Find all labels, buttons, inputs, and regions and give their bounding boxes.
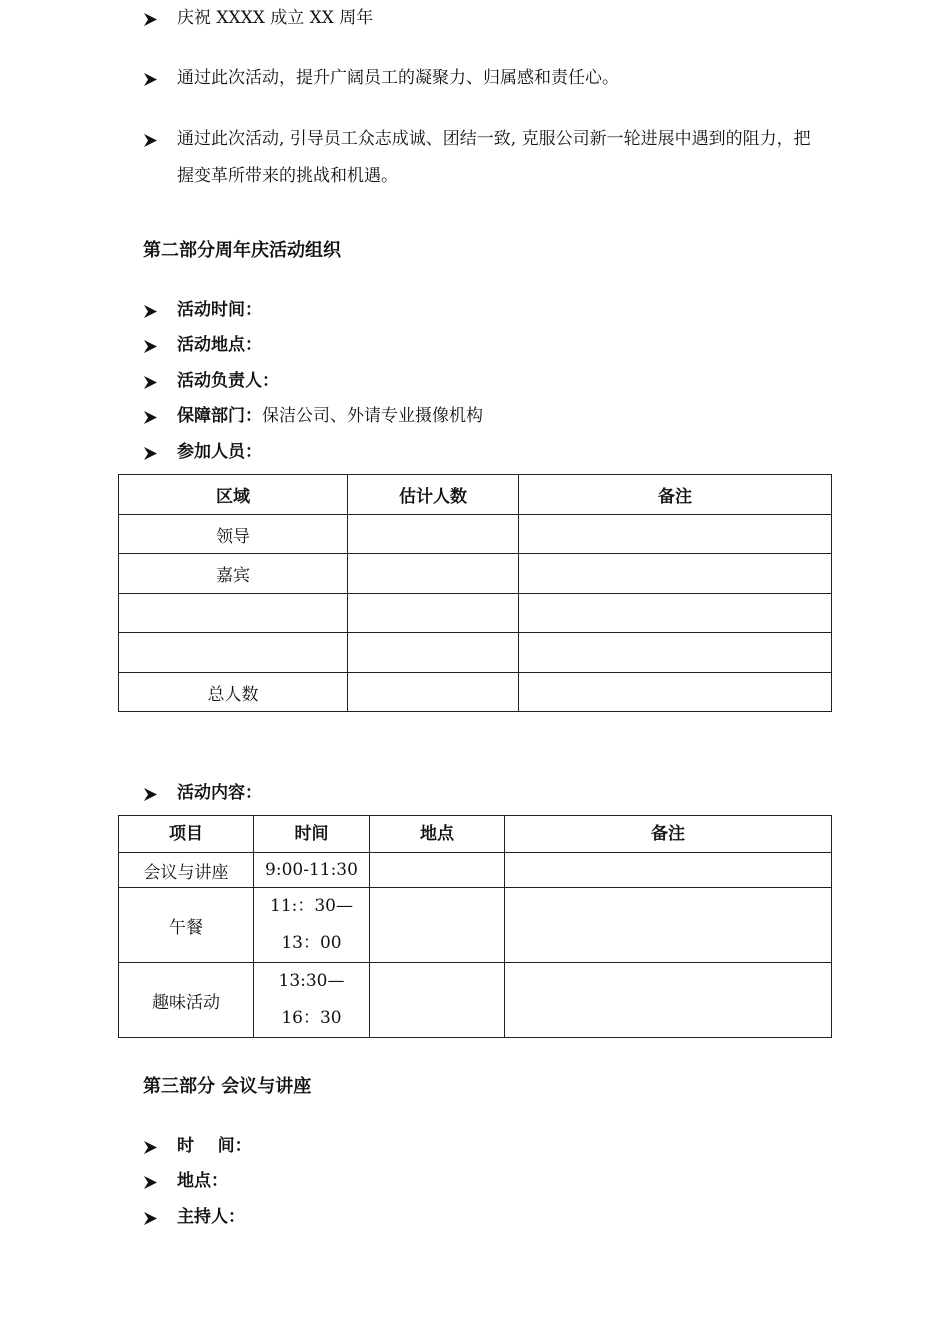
list-item [143,371,817,400]
activity-time-label: 活动时间： [177,300,262,320]
arrow-bullet-icon [143,1171,177,1193]
table-cell [505,888,832,963]
table-row [119,594,832,633]
table-cell [370,853,505,888]
arrow-bullet-icon [143,129,177,151]
table-cell [370,888,505,963]
table-cell [370,963,505,1038]
time-end: 13：00 [281,933,342,953]
table-cell [519,594,832,633]
meeting-place-label: 地点： [177,1171,228,1191]
list-item [143,442,817,471]
table-row [119,673,832,712]
table-row [119,633,832,673]
arrow-bullet-icon [143,442,177,464]
meeting-host-label: 主持人： [177,1207,245,1227]
table-header-row [119,816,832,853]
support-dept-value: 保洁公司、外请专业摄像机构 [262,406,483,426]
column-header: 估计人数 [348,475,519,515]
table-row [119,515,832,554]
table-cell: 午餐 [119,888,254,963]
table-cell [348,633,519,673]
bullet-text: 庆祝 XXXX 成立 XX 周年 [177,8,374,28]
arrow-bullet-icon [143,68,177,90]
support-dept-label: 保障部门： [177,406,262,426]
arrow-bullet-icon [143,783,177,805]
table-row [119,853,832,888]
table-cell: 领导 [119,515,348,554]
arrow-bullet-icon [143,406,177,428]
table-cell: 嘉宾 [119,554,348,594]
table-cell [505,853,832,888]
column-header: 区域 [119,475,348,515]
table-cell [505,963,832,1038]
list-item [143,1207,817,1236]
activity-owner-label: 活动负责人： [177,371,279,391]
table-cell [119,633,348,673]
time-end: 16：30 [281,1008,342,1028]
column-header: 项目 [119,816,254,853]
arrow-bullet-icon [143,1136,177,1158]
table-cell [519,673,832,712]
table-cell [348,673,519,712]
list-item [143,1136,817,1165]
table-row [119,963,832,1038]
column-header: 时间 [254,816,370,853]
time-start: 13:30— [278,971,345,991]
table-cell [348,594,519,633]
table-cell: 趣味活动 [119,963,254,1038]
participants-table [118,474,832,712]
activity-content-table [118,815,832,1038]
table-cell [519,515,832,554]
support-dept-line [177,398,817,435]
time-start: 11:：30— [270,896,353,916]
arrow-bullet-icon [143,300,177,322]
table-row [119,888,832,963]
time-cell [254,888,370,963]
bullet-text: 通过此次活动，提升广阔员工的凝聚力、归属感和责任心。 [177,68,619,88]
column-header: 备注 [519,475,832,515]
list-item [143,129,817,195]
table-cell [119,594,348,633]
table-cell: 会议与讲座 [119,853,254,888]
table-row [119,554,832,594]
table-cell [519,554,832,594]
section-heading: 第三部分 会议与讲座 [143,1076,312,1097]
table-cell [348,515,519,554]
column-header: 备注 [505,816,832,853]
list-item [143,68,817,97]
time-cell [254,963,370,1038]
list-item [143,783,817,812]
section-heading: 第二部分周年庆活动组织 [143,240,341,261]
list-item [143,300,817,329]
column-header: 地点 [370,816,505,853]
list-item [143,335,817,364]
table-cell: 9:00-11:30 [254,853,370,888]
list-item [143,8,817,37]
table-cell [519,633,832,673]
participants-label: 参加人员： [177,442,262,462]
arrow-bullet-icon [143,335,177,357]
arrow-bullet-icon [143,1207,177,1229]
list-item [143,406,817,435]
table-header-row [119,475,832,515]
table-cell: 总人数 [119,673,348,712]
table-cell [348,554,519,594]
bullet-text: 通过此次活动, 引导员工众志成诚、团结一致, 克服公司新一轮进展中遇到的阻力，把握变革所带来的挑战和机遇。 [177,129,811,186]
activity-content-label: 活动内容： [177,783,262,803]
activity-place-label: 活动地点： [177,335,262,355]
arrow-bullet-icon [143,8,177,30]
list-item [143,1171,817,1200]
meeting-time-label: 时 间： [177,1136,252,1156]
arrow-bullet-icon [143,371,177,393]
